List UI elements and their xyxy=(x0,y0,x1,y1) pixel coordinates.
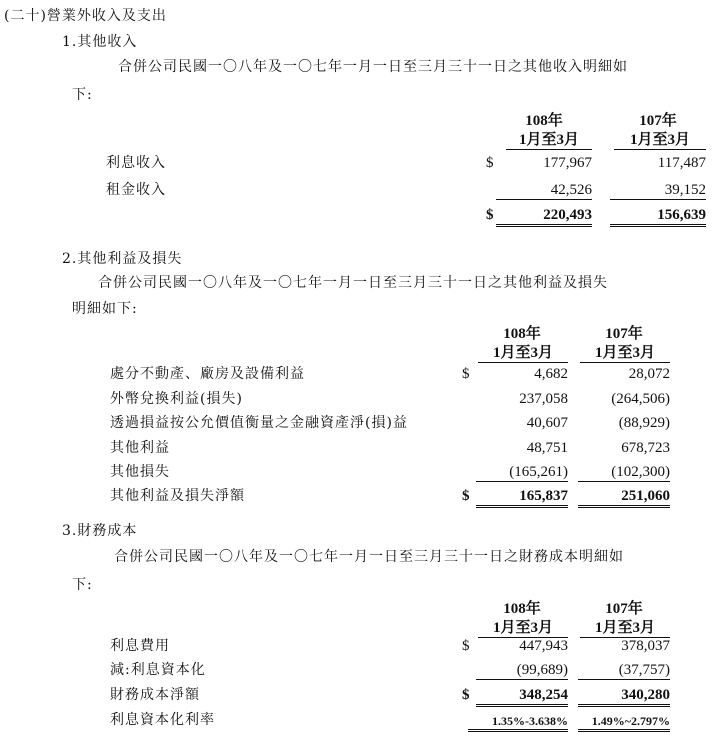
value-107: (37,757) xyxy=(578,661,670,680)
value-107: 678,723 xyxy=(621,440,670,456)
column-header-period-108: 1月至3月 xyxy=(478,619,568,638)
currency-symbol: $ xyxy=(462,366,470,382)
row-label: 其他損失 xyxy=(110,464,170,480)
total-107: 340,280 xyxy=(578,686,670,707)
section-description-cont: 下: xyxy=(72,577,93,593)
row-label: 財務成本淨額 xyxy=(110,687,200,703)
total-108: 348,254 xyxy=(476,686,568,707)
value-108: 237,058 xyxy=(519,391,568,407)
value-108: 177,967 xyxy=(543,155,592,171)
value-108: 40,607 xyxy=(526,415,568,431)
total-108: 220,493 xyxy=(496,206,592,227)
column-header-year-107: 107年 xyxy=(639,113,677,129)
value-107: (264,506) xyxy=(611,391,670,407)
value-108: 48,751 xyxy=(526,440,568,456)
value-107: 378,037 xyxy=(621,638,670,654)
section-description-cont: 下: xyxy=(72,87,93,103)
section-description: 合併公司民國一〇八年及一〇七年一月一日至三月三十一日之其他收入明細如 xyxy=(118,59,628,75)
value-107: 117,487 xyxy=(657,155,706,171)
section-title: (二十)營業外收入及支出 xyxy=(4,8,167,24)
value-108: (99,689) xyxy=(476,661,568,680)
currency-symbol: $ xyxy=(462,687,470,703)
currency-symbol: $ xyxy=(486,155,494,171)
column-header-period-107: 1月至3月 xyxy=(580,344,670,363)
column-header-year-107: 107年 xyxy=(605,326,643,342)
row-label: 透過損益按公允價值衡量之金融資產淨(損)益 xyxy=(110,415,408,431)
column-header-period-107: 1月至3月 xyxy=(614,131,706,150)
value-108: 447,943 xyxy=(519,638,568,654)
value-108: 4,682 xyxy=(534,366,568,382)
column-header-year-108: 108年 xyxy=(525,113,563,129)
total-108: 165,837 xyxy=(476,487,568,508)
column-header-year-108: 108年 xyxy=(503,326,541,342)
column-header-period-108: 1月至3月 xyxy=(478,344,568,363)
rate-107: 1.49%~2.797% xyxy=(578,713,670,732)
row-label: 外幣兌換利益(損失) xyxy=(110,391,243,407)
row-label: 租金收入 xyxy=(106,182,166,198)
row-label: 減:利息資本化 xyxy=(110,662,206,678)
section-heading: 3.財務成本 xyxy=(62,523,138,539)
value-108: (165,261) xyxy=(476,463,568,482)
value-107: (102,300) xyxy=(578,463,670,482)
column-header-period-108: 1月至3月 xyxy=(506,131,592,150)
currency-symbol: $ xyxy=(462,488,470,504)
total-107: 156,639 xyxy=(610,206,706,227)
column-header-year-107: 107年 xyxy=(605,601,643,617)
currency-symbol: $ xyxy=(486,207,494,223)
total-107: 251,060 xyxy=(578,487,670,508)
column-header-year-108: 108年 xyxy=(503,601,541,617)
section-description: 合併公司民國一〇八年及一〇七年一月一日至三月三十一日之財務成本明細如 xyxy=(114,549,624,565)
section-heading: 2.其他利益及損失 xyxy=(62,251,183,267)
row-label: 處分不動產、廠房及設備利益 xyxy=(110,366,305,382)
row-label: 利息資本化利率 xyxy=(110,712,215,728)
currency-symbol: $ xyxy=(462,638,470,654)
section-heading: 1.其他收入 xyxy=(62,34,138,50)
value-107: (88,929) xyxy=(618,415,670,431)
row-label: 其他利益及損失淨額 xyxy=(110,488,245,504)
row-label: 利息收入 xyxy=(106,155,166,171)
value-107: 28,072 xyxy=(628,366,670,382)
rate-108: 1.35%-3.638% xyxy=(468,713,568,732)
value-108: 42,526 xyxy=(496,181,592,200)
column-header-period-107: 1月至3月 xyxy=(580,619,670,638)
row-label: 利息費用 xyxy=(110,638,170,654)
value-107: 39,152 xyxy=(610,181,706,200)
row-label: 其他利益 xyxy=(110,440,170,456)
section-description-cont: 明細如下: xyxy=(72,301,138,317)
section-description: 合併公司民國一〇八年及一〇七年一月一日至三月三十一日之其他利益及損失 xyxy=(98,275,608,291)
